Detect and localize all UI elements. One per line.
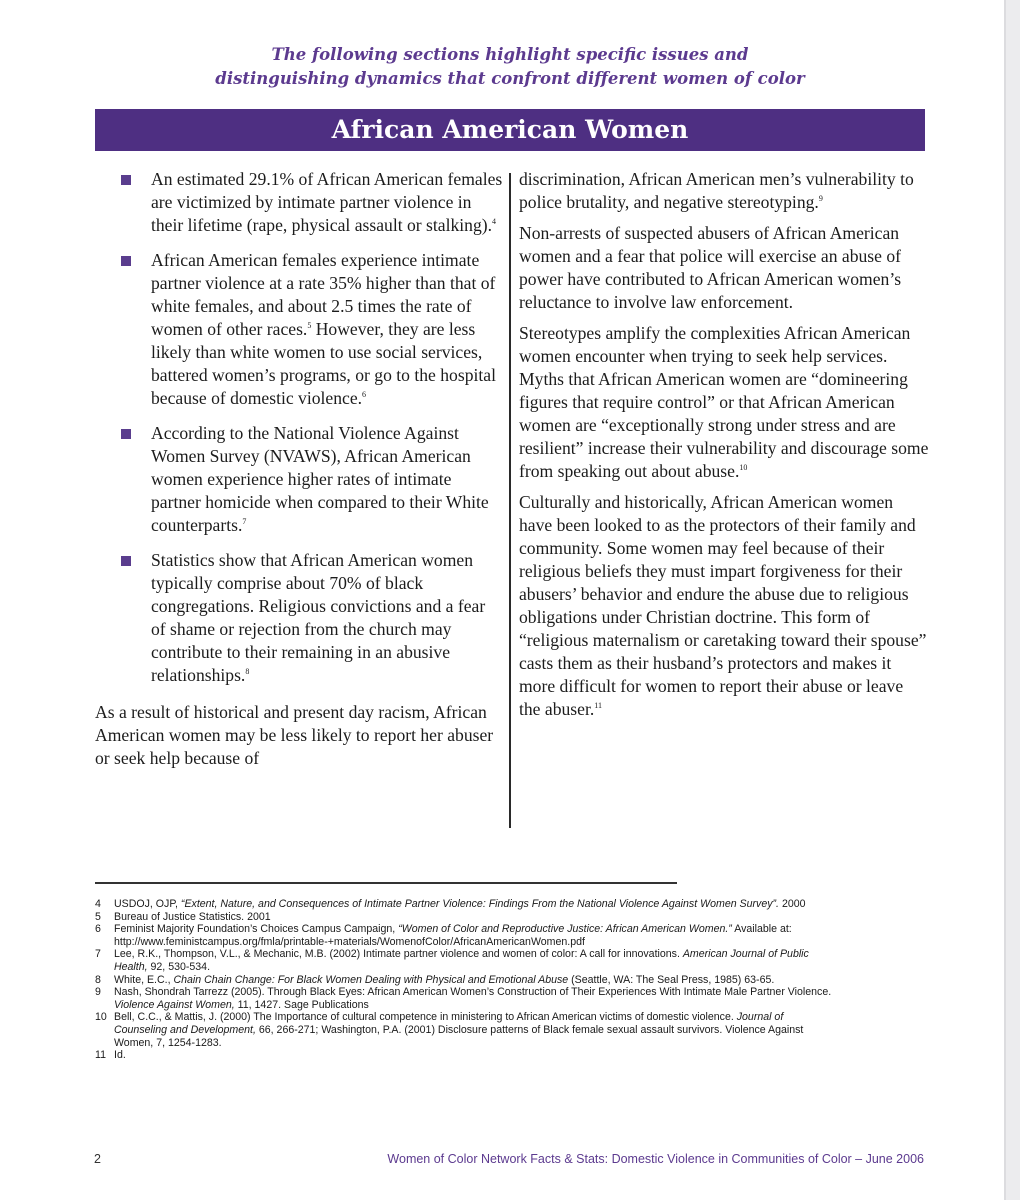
bullet-item xyxy=(95,422,503,537)
footnote-title: “Extent, Nature, and Consequences of Intimate Partner Violence: Findings From the National Violence Against Women Survey”. xyxy=(180,898,779,910)
column-divider xyxy=(509,173,511,828)
footnote-title: Chain Chain Change: For Black Women Dealing with Physical and Emotional Abuse xyxy=(173,973,569,986)
footnote-ref: 9 xyxy=(818,194,823,203)
footnote-number: 4 xyxy=(95,898,101,910)
footnote xyxy=(93,986,838,1011)
footnote-number: 6 xyxy=(95,923,101,936)
page-edge xyxy=(1006,0,1020,1200)
footnote-text: Bell, C.C., & Mattis, J. (2000) The Importance of cultural competence in ministering to African American victims of domestic violence. xyxy=(114,1011,737,1024)
footnote xyxy=(93,923,838,948)
footnote xyxy=(93,898,838,911)
footnote-text: Feminist Majority Foundation’s Choices Campus Campaign, xyxy=(114,923,399,936)
bullet-text: African American females experience intimate partner violence at a rate 35% higher than that of white females, and about 2.5 times the rate of women of other races. xyxy=(151,250,496,339)
footnote-title: Journal of Counseling and Development, xyxy=(114,1011,784,1036)
footnote-ref: 10 xyxy=(739,463,748,472)
footnote-text: 66, 266-271; Washington, P.A. (2001) Disclosure patterns of Black female sexual assault survivors. Violence Against Women, 7, 1254-1283. xyxy=(114,1023,804,1049)
bullet-text: According to the National Violence Against Women Survey (NVAWS), African American women experience higher rates of intimate partner homicide when compared to their White counterparts. xyxy=(151,423,489,535)
footnote-number: 11 xyxy=(95,1049,106,1062)
footnote xyxy=(93,948,838,973)
paragraph xyxy=(519,222,929,314)
footnote xyxy=(93,1049,838,1062)
footnote-ref: 4 xyxy=(492,217,497,226)
footnote-number: 10 xyxy=(95,1011,107,1024)
paragraph-text: Stereotypes amplify the complexities African American women encounter when trying to seek help services. Myths that African American women are “domineering figures that require control” or that African American women are “exceptionally strong under stress and are resilient” increase their vulnerability and discourage some from speaking out about abuse. xyxy=(519,323,929,481)
bullet-list xyxy=(95,168,503,687)
bullet-text: An estimated 29.1% of African American females are victimized by intimate partner violence in their lifetime (rape, physical assault or stalking). xyxy=(151,169,503,235)
square-bullet-icon xyxy=(121,175,131,185)
paragraph xyxy=(519,491,929,721)
footnote-rule xyxy=(95,882,677,884)
footnote-number: 5 xyxy=(95,910,101,923)
footnote-text: White, E.C., xyxy=(114,973,174,986)
right-column xyxy=(519,168,929,729)
bullet-item xyxy=(95,168,503,237)
footnote xyxy=(93,911,838,924)
square-bullet-icon xyxy=(121,429,131,439)
intro-line-2: distinguishing dynamics that confront different women of color xyxy=(215,69,805,88)
footnote-text: Available at: http://www.feministcampus.org/fmla/printable-+materials/WomenofColor/AfricanAmericanWomen.pdf xyxy=(114,923,792,948)
footnotes xyxy=(93,898,838,1062)
left-column xyxy=(95,168,503,778)
footnote-text: Lee, R.K., Thompson, V.L., & Mechanic, M.B. (2002) Intimate partner violence and women of color: A call for innovations. xyxy=(114,948,683,961)
section-title-banner: African American Women xyxy=(95,109,925,151)
paragraph-text: Non-arrests of suspected abusers of African American women and a fear that police will exercise an abuse of power have contributed to African American women’s reluctance to involve law enforcement. xyxy=(519,223,902,312)
footnote-text: USDOJ, OJP, xyxy=(114,898,181,910)
footnote-text: 92, 530-534. xyxy=(147,960,211,973)
footnote-title: Violence Against Women, xyxy=(114,998,235,1011)
footnote-text: Id. xyxy=(114,1049,126,1062)
footnote-number: 8 xyxy=(95,973,101,986)
bullet-item xyxy=(95,549,503,687)
closing-paragraph: As a result of historical and present day racism, African American women may be less likely to report her abuser or seek help because of xyxy=(95,702,494,768)
footnote-ref: 8 xyxy=(245,667,250,676)
footnote-text: (Seattle, WA: The Seal Press, 1985) 63-65. xyxy=(568,973,775,986)
footnote-text: 11, 1427. Sage Publications xyxy=(234,998,369,1011)
intro-line-1: The following sections highlight specific issues and xyxy=(271,45,749,64)
square-bullet-icon xyxy=(121,556,131,566)
paragraph xyxy=(519,168,929,214)
footnote-ref: 7 xyxy=(242,517,247,526)
footer-title: Women of Color Network Facts & Stats: Domestic Violence in Communities of Color – June 2006 xyxy=(387,1152,924,1166)
footnote-ref: 5 xyxy=(307,321,312,330)
bullet-text-continued: However, they are less likely than white women to use social services, battered women’s programs, or go to the hospital because of domestic violence. xyxy=(151,319,496,408)
paragraph xyxy=(519,322,929,483)
footnote-ref: 6 xyxy=(362,390,367,399)
footnote-text: 2000 xyxy=(779,898,806,910)
paragraph-text: discrimination, African American men’s vulnerability to police brutality, and negative stereotyping. xyxy=(519,169,914,212)
footnote-text: Nash, Shondrah Tarrezz (2005). Through Black Eyes: African American Women’s Construction of Their Experiences With Intimate Male Partner Violence. xyxy=(114,986,832,999)
paragraph-text: Culturally and historically, African American women have been looked to as the protectors of their family and community. Some women may feel because of their religious beliefs they must impart forgiveness for their abusers’ behavior and endure the abuse due to religious obligations under Christian doctrine. This form of “religious maternalism or caretaking toward their spouse” casts them as their husband’s protectors and makes it more difficult for women to report their abuse or leave the abuser. xyxy=(519,492,927,719)
footnote-title: “Women of Color and Reproductive Justice: African American Women.” xyxy=(398,923,732,936)
footnote-number: 7 xyxy=(95,948,101,961)
footnote-number: 9 xyxy=(95,986,101,999)
footnote-text: Bureau of Justice Statistics. 2001 xyxy=(114,910,271,923)
footnote xyxy=(93,974,838,987)
footnote-title: American Journal of Public Health, xyxy=(114,948,809,973)
bullet-item xyxy=(95,249,503,410)
square-bullet-icon xyxy=(121,256,131,266)
bullet-text: Statistics show that African American women typically comprise about 70% of black congregations. Religious convictions and a fear of shame or rejection from the church may contribute to their remaining in an abusive relationships. xyxy=(151,550,486,685)
intro-heading xyxy=(120,43,900,91)
footnote-ref: 11 xyxy=(594,701,602,710)
page-edge-line xyxy=(1004,0,1006,1200)
footnote xyxy=(93,1011,838,1049)
page-number: 2 xyxy=(94,1152,101,1166)
